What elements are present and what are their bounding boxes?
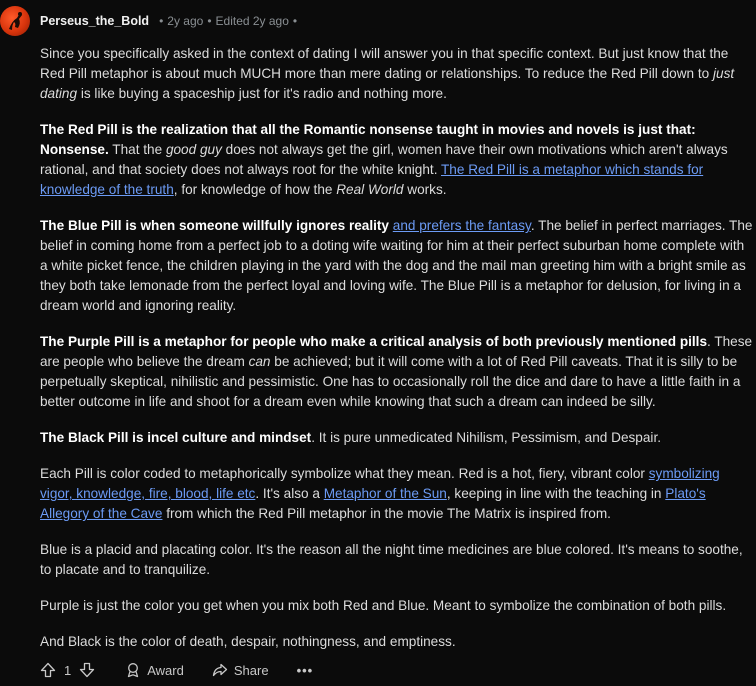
text: Since you specifically asked in the context of dating I will answer you in that specific context. But just know that the Red Pill metaphor is about much MUCH more than mere dating or relationships. To reduce the Red Pill down to <box>40 46 729 81</box>
comment-body <box>40 44 754 668</box>
text: be achieved; but it will come with a lot of Red Pill caveats. That it is silly to be perpetually skeptical, nihilistic and pessimistic. One has to occasionally roll the dice and dare to have a little faith in a better outcome in life and shoot for a dream even while knowing that such a dream can indeed be silly. <box>40 354 741 409</box>
comment-header <box>40 12 301 30</box>
paragraph-1 <box>40 44 754 104</box>
link-prefers-fantasy[interactable]: and prefers the fantasy <box>392 218 531 233</box>
share-button[interactable] <box>212 662 269 678</box>
link-red-pill-metaphor[interactable]: The Red Pill is a metaphor which stands for knowledge of the truth <box>40 162 704 197</box>
text: Each Pill is color coded to metaphorically symbolize what they mean. Red is a hot, fiery, vibrant color <box>40 466 649 481</box>
text: . It is pure unmedicated Nihilism, Pessimism, and Despair. <box>311 430 661 445</box>
paragraph-4 <box>40 332 754 412</box>
link-symbolizing-vigor[interactable]: symbolizing vigor, knowledge, fire, blood, life etc <box>40 466 720 501</box>
paragraph-5 <box>40 428 754 448</box>
italic-text: Real World <box>336 182 404 197</box>
paragraph-8: Purple is just the color you get when you mix both Red and Blue. Meant to symbolize the combination of both pills. <box>40 598 727 613</box>
text: That the <box>108 142 166 157</box>
downvote-icon[interactable] <box>79 662 95 678</box>
comment-actions <box>40 660 313 680</box>
link-allegory-of-cave[interactable]: Plato's Allegory of the Cave <box>40 486 706 521</box>
vote-count: 1 <box>64 662 72 678</box>
bold-text: The Purple Pill is a metaphor for people who make a critical analysis of both previously mentioned pills <box>40 334 708 349</box>
text: . It's also a <box>255 486 324 501</box>
text: is like buying a spaceship just for it's radio and nothing more. <box>77 86 447 101</box>
comment-age[interactable]: 2y ago <box>167 14 204 28</box>
award-icon <box>125 662 141 678</box>
text: , keeping in line with the teaching in <box>446 486 666 501</box>
paragraph-9: And Black is the color of death, despair, nothingness, and emptiness. <box>40 634 456 649</box>
text: works. <box>403 182 447 197</box>
more-options-button[interactable]: ••• <box>296 662 314 678</box>
text: does not always get the girl, women have their own motivations which aren't always rational, and that society does not always root for the white knight. <box>40 142 728 177</box>
separator-dot: • <box>292 14 298 28</box>
vote-group <box>40 662 95 678</box>
paragraph-3 <box>40 216 754 316</box>
separator-dot: • <box>207 14 212 28</box>
separator-dot: • <box>159 14 164 28</box>
paragraph-7: Blue is a placid and placating color. It's the reason all the night time medicines are blue colored. It's means to soothe, to placate and to tranquilize. <box>40 542 743 577</box>
share-icon <box>212 662 228 678</box>
bold-text: The Red Pill is the realization that all the Romantic nonsense taught in movies and novels is just that: Nonsense. <box>40 122 696 157</box>
bold-text: The Blue Pill is when someone willfully ignores reality <box>40 218 389 233</box>
text: from which the Red Pill metaphor in the movie The Matrix is inspired from. <box>162 506 611 521</box>
italic-text: good guy <box>165 142 222 157</box>
paragraph-6 <box>40 464 754 524</box>
italic-text: can <box>248 354 271 369</box>
italic-text: just dating <box>40 66 735 101</box>
bold-text: The Black Pill is incel culture and mindset <box>40 430 312 445</box>
avatar[interactable] <box>0 6 30 36</box>
text: . The belief in perfect marriages. The belief in coming home from a perfect job to a doting wife waiting for him at their perfect suburban home complete with a white picket fence, the children playing in the yard with the dog and the mail man greeting him with a bright smile as they both take lemonade from the perfect loyal and loving wife. The Blue Pill is a metaphor for delusion, for living in a dream world and ignoring reality. <box>40 218 753 313</box>
award-button[interactable] <box>125 662 184 678</box>
share-label: Share <box>233 662 269 678</box>
award-label: Award <box>147 662 184 678</box>
text: . These are people who believe the dream <box>40 334 753 369</box>
link-metaphor-of-sun[interactable]: Metaphor of the Sun <box>323 486 447 501</box>
author-name[interactable]: Perseus_the_Bold <box>40 14 150 28</box>
text: , for knowledge of how the <box>173 182 337 197</box>
upvote-icon[interactable] <box>40 662 56 678</box>
paragraph-2 <box>40 120 754 200</box>
edited-label: Edited 2y ago <box>215 14 289 28</box>
avatar-icon <box>0 6 30 36</box>
